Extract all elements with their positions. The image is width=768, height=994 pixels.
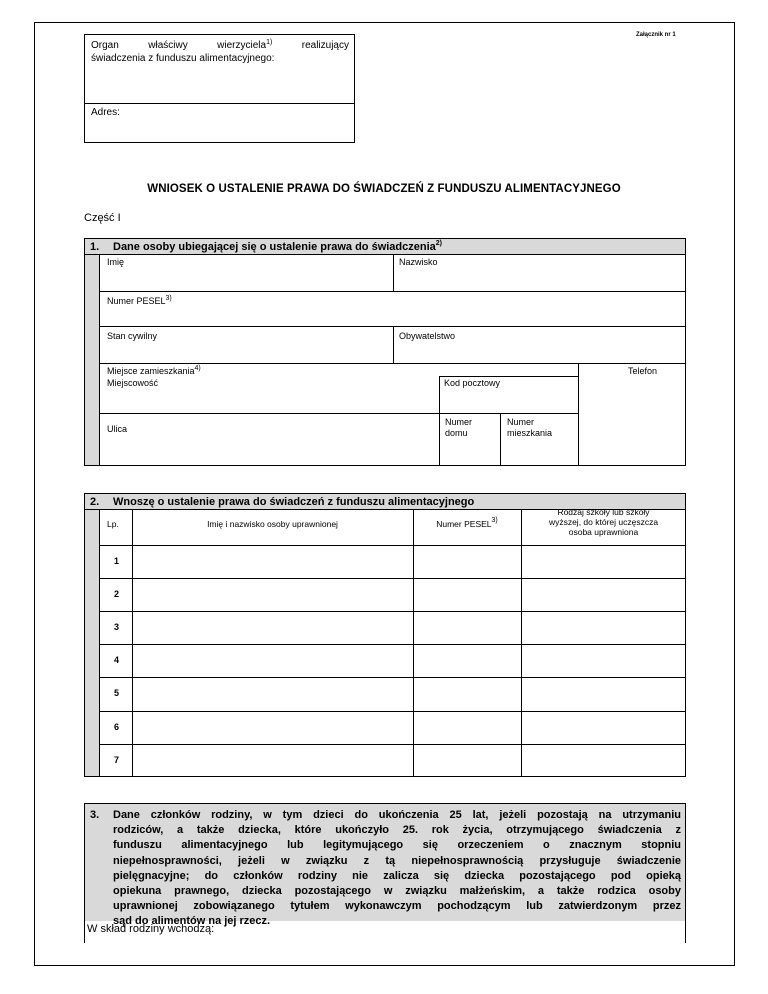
rule <box>521 509 522 777</box>
section1-number: 1. <box>90 241 100 253</box>
organ-line2: świadczenia z funduszu alimentacyjnego: <box>91 53 275 64</box>
section3-text-line: rodziców, a także dziecka, które ukończyło 25. rok życia, otrzymującego świadczenia z <box>113 824 681 837</box>
rule <box>439 376 578 377</box>
street-label: Ulica <box>107 424 128 434</box>
table-row-divider <box>99 545 686 546</box>
phone-label: Telefon <box>628 366 658 376</box>
rule <box>439 376 440 466</box>
organ-footnote: 1) <box>266 39 273 46</box>
section3-text-line: pielęgnacyjne; do członków rodziny nie zalicza się dziecka pozostającego pod opieką <box>113 869 681 882</box>
table-row-number: 2 <box>114 589 120 599</box>
table-row-divider <box>99 711 686 712</box>
table-row-divider <box>99 644 686 645</box>
table-row-number: 3 <box>114 622 120 632</box>
table-row-number: 6 <box>114 722 120 732</box>
pesel-label: Numer PESEL$^{3)}$ <box>107 295 172 306</box>
section2-title: Wnoszę o ustalenie prawa do świadczeń z funduszu alimentacyjnego <box>113 496 475 508</box>
rule <box>413 509 414 777</box>
rule <box>84 254 686 255</box>
rule <box>99 291 686 292</box>
section1-box <box>84 238 686 466</box>
postal-code-label: Kod pocztowy <box>444 378 501 388</box>
town-label: Miejscowość <box>107 378 159 388</box>
family-label: W skład rodziny wchodzą: <box>87 923 215 935</box>
organ-word-2: właściwy <box>148 40 188 51</box>
house-number-label: Numer domu <box>445 417 473 438</box>
rule <box>99 413 578 414</box>
citizenship-label: Obywatelstwo <box>399 331 456 341</box>
organ-divider <box>85 103 354 104</box>
attachment-label: Załącznik nr 1 <box>636 32 676 38</box>
section3-text-line: Dane członków rodziny, w tym dzieci do ukończenia 25 lat, jeżeli pozostają na utrzymaniu <box>113 809 681 821</box>
rule <box>99 254 100 466</box>
rule <box>393 326 394 363</box>
organ-word-3: wierzyciela <box>217 40 267 51</box>
rule <box>132 509 133 777</box>
section3-text-line: funduszu alimentacyjnego lub legitymującego się orzeczeniem o znacznym stopniu <box>113 839 681 852</box>
col-lp: Lp. <box>107 519 119 529</box>
first-name-label: Imię <box>107 257 125 267</box>
table-row-divider <box>99 677 686 678</box>
rule <box>578 363 579 466</box>
section1-footnote: 2) <box>435 240 443 247</box>
rule <box>99 509 100 777</box>
organ-line1 <box>91 40 349 52</box>
marital-status-label: Stan cywilny <box>107 331 158 341</box>
section3-text-line: sąd do alimentów na jej rzecz. <box>113 915 271 928</box>
section3-number: 3. <box>90 809 100 821</box>
residence-label: Miejsce zamieszkania$^{4)}$ <box>107 365 201 376</box>
col-name: Imię i nazwisko osoby uprawnionej <box>207 519 338 529</box>
col-school: Rodzaj szkoły lub szkoły wyższej, do której uczęszcza osoba uprawniona <box>548 507 659 537</box>
form-title: WNIOSEK O USTALENIE PRAWA DO ŚWIADCZEŃ Z FUNDUSZU ALIMENTACYJNEGO <box>147 183 621 195</box>
section3-text-line: opiekuna prawnego, dziecka pozostającego w związku małżeńskim, a także rodzica osoby <box>113 885 681 897</box>
section1-title: Dane osoby ubiegającej się o ustalenie prawa do świadczenia$^{2)}$ <box>113 240 443 253</box>
last-name-label: Nazwisko <box>399 257 438 267</box>
rule <box>99 363 686 364</box>
table-row-divider <box>99 611 686 612</box>
part-label: Część I <box>84 212 121 224</box>
address-label: Adres: <box>91 107 120 118</box>
organ-word-1: Organ <box>91 40 119 51</box>
table-row-number: 7 <box>114 755 120 765</box>
section2-number: 2. <box>90 496 100 508</box>
table-row-divider <box>99 744 686 745</box>
organ-word-4: realizujący <box>301 40 349 51</box>
organ-box <box>84 34 355 143</box>
col-pesel: Numer PESEL$^{3)}$ <box>436 517 498 529</box>
section3-text-line: uprawnionej zobowiązanego tytułem wykonawczym pochodzącym lub zatwierdzonym przez <box>113 900 681 913</box>
table-row-divider <box>99 578 686 579</box>
section3-text-line: niepełnosprawności, jeżeli w związku z tą niepełnosprawnością przysługuje świadczenie <box>113 854 681 867</box>
table-row-number: 1 <box>114 556 120 566</box>
table-row-number: 4 <box>114 655 120 665</box>
rule <box>500 413 501 466</box>
rule <box>393 254 394 291</box>
table-row-number: 5 <box>114 688 120 698</box>
flat-number-label: Numer mieszkania <box>507 417 553 438</box>
